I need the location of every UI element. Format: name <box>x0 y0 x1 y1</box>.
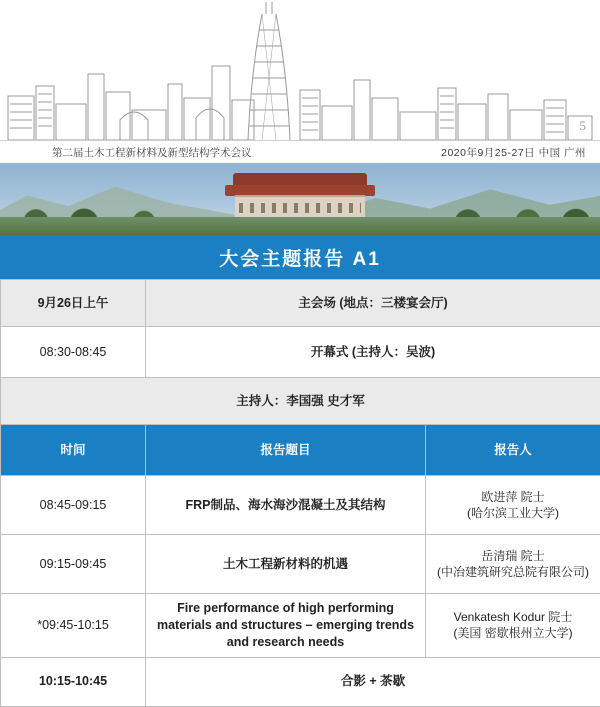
page-title: 大会主题报告 A1 <box>0 235 600 279</box>
talk-speaker-name: 欧进萍 院士 <box>481 490 544 504</box>
talk-speaker <box>426 476 600 535</box>
session-date: 9月26日上午 <box>1 280 146 327</box>
talk-speaker-affiliation: (美国 密歇根州立大学) <box>430 625 596 641</box>
table-row <box>1 594 600 658</box>
table-row-chair <box>1 378 600 425</box>
talk-speaker-affiliation: (中冶建筑研究总院有限公司) <box>430 564 596 580</box>
talk-speaker-name: 岳清瑞 院士 <box>481 549 544 563</box>
skyline-banner <box>0 0 600 140</box>
photo-ground <box>0 217 600 235</box>
venue-photo <box>0 163 600 235</box>
opening-title: 开幕式 (主持人：吴波) <box>146 327 600 378</box>
talk-title: FRP制品、海水海沙混凝土及其结构 <box>146 476 426 535</box>
talk-title: Fire performance of high performing materials and structures – emerging trends and research needs <box>146 594 426 658</box>
schedule-table <box>0 279 600 707</box>
conference-name: 第二届土木工程新材料及新型结构学术会议 <box>52 145 252 160</box>
table-row-opening <box>1 327 600 378</box>
table-row-header <box>1 425 600 476</box>
talk-time: 08:45-09:15 <box>1 476 146 535</box>
column-header-speaker: 报告人 <box>426 425 600 476</box>
talk-speaker-name: Venkatesh Kodur 院士 <box>454 610 573 624</box>
talk-speaker <box>426 535 600 594</box>
talk-time: *09:45-10:15 <box>1 594 146 658</box>
talk-time: 09:15-09:45 <box>1 535 146 594</box>
table-row <box>1 476 600 535</box>
page-number: 5 <box>580 118 587 134</box>
break-title: 合影 + 茶歇 <box>146 657 600 706</box>
session-chair: 主持人：李国强 史才军 <box>1 378 600 425</box>
talk-title: 土木工程新材料的机遇 <box>146 535 426 594</box>
talk-speaker <box>426 594 600 658</box>
table-row-session <box>1 280 600 327</box>
session-venue: 主会场 (地点：三楼宴会厅) <box>146 280 600 327</box>
conference-dates: 2020年9月25-27日 中国 广州 <box>441 145 586 160</box>
talk-speaker-affiliation: (哈尔滨工业大学) <box>430 505 596 521</box>
column-header-time: 时间 <box>1 425 146 476</box>
column-header-title: 报告题目 <box>146 425 426 476</box>
table-row <box>1 535 600 594</box>
skyline-illustration <box>0 0 600 140</box>
table-row-break <box>1 657 600 706</box>
break-time: 10:15-10:45 <box>1 657 146 706</box>
opening-time: 08:30-08:45 <box>1 327 146 378</box>
conference-bar <box>0 141 600 163</box>
